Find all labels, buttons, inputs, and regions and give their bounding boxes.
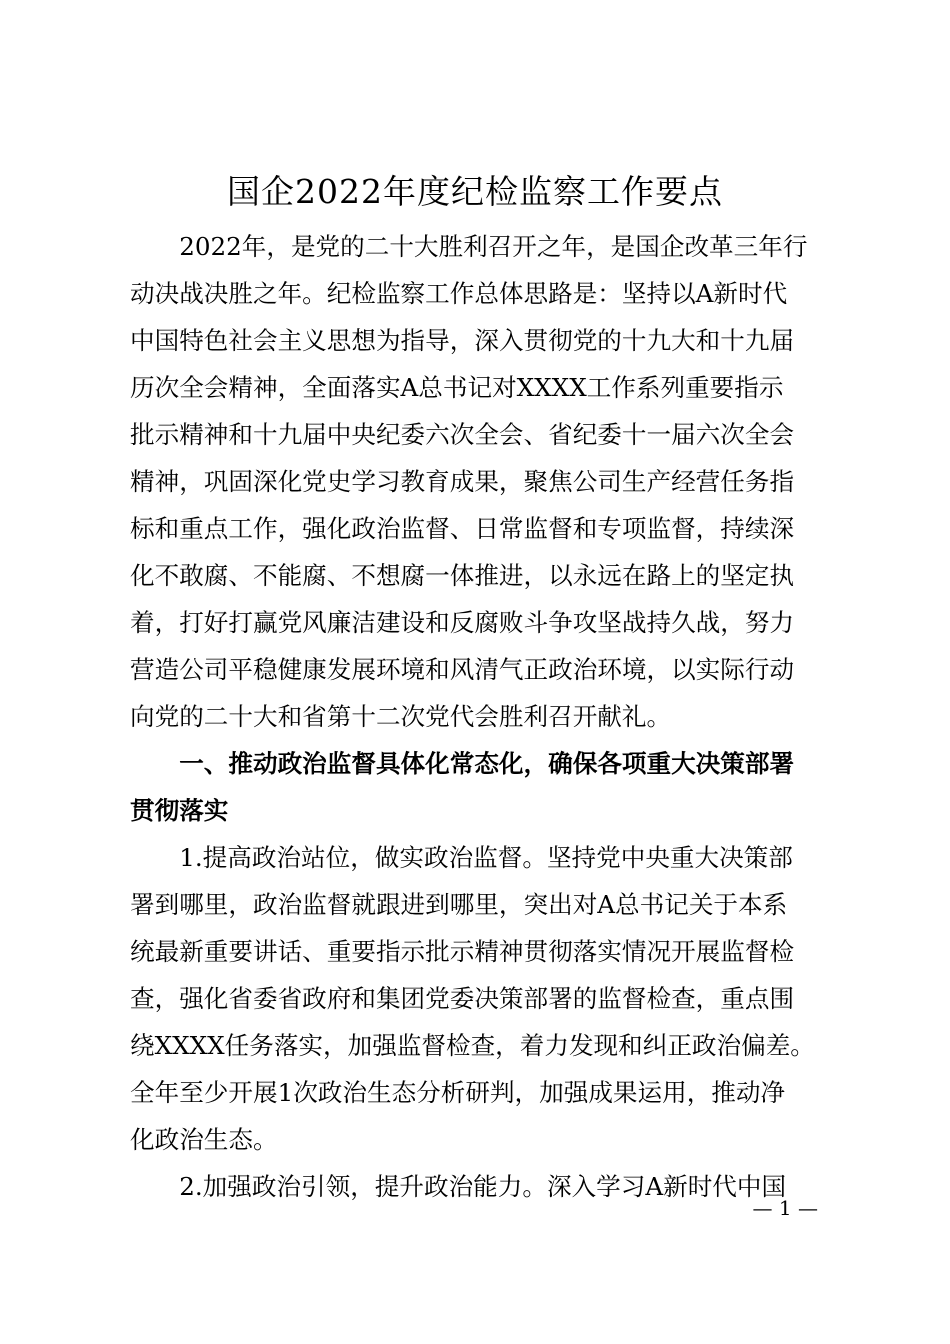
section-heading: 一、推动政治监督具体化常态化，确保各项重大决策部署 xyxy=(130,749,795,778)
paragraph-line: 全年至少开展1次政治生态分析研判，加强成果运用，推动净 xyxy=(130,1078,786,1107)
paragraph-line: 动决战决胜之年。纪检监察工作总体思路是：坚持以A新时代 xyxy=(130,279,788,308)
paragraph-line: 化不敢腐、不能腐、不想腐一体推进，以永远在路上的坚定执 xyxy=(130,561,795,590)
paragraph-line: 署到哪里，政治监督就跟进到哪里，突出对A总书记关于本系 xyxy=(130,890,788,919)
paragraph-line: 中国特色社会主义思想为指导，深入贯彻党的十九大和十九届 xyxy=(130,326,795,355)
page-title: 国企2022年度纪检监察工作要点 xyxy=(227,172,723,211)
paragraph-line: 着，打好打赢党风廉洁建设和反腐败斗争攻坚战持久战，努力 xyxy=(130,608,795,637)
page-number: — 1 — xyxy=(752,1196,818,1220)
paragraph-line: 绕XXXX任务落实，加强监督检查，着力发现和纠正政治偏差。 xyxy=(130,1031,815,1060)
paragraph-line: 批示精神和十九届中央纪委六次全会、省纪委十一届六次全会 xyxy=(130,420,795,449)
section-heading: 贯彻落实 xyxy=(130,796,229,825)
paragraph-line: 营造公司平稳健康发展环境和风清气正政治环境，以实际行动 xyxy=(130,655,795,684)
paragraph-line: 查，强化省委省政府和集团党委决策部署的监督检查，重点围 xyxy=(130,984,795,1013)
paragraph-line: 统最新重要讲话、重要指示批示精神贯彻落实情况开展监督检 xyxy=(130,937,795,966)
paragraph-line: 历次全会精神，全面落实A总书记对XXXX工作系列重要指示 xyxy=(130,373,784,402)
paragraph-line: 化政治生态。 xyxy=(130,1125,278,1154)
paragraph-line: 1.提高政治站位，做实政治监督。坚持党中央重大决策部 xyxy=(130,843,793,872)
paragraph-line: 精神，巩固深化党史学习教育成果，聚焦公司生产经营任务指 xyxy=(130,467,795,496)
paragraph-line: 2022年，是党的二十大胜利召开之年，是国企改革三年行 xyxy=(130,232,808,261)
paragraph-line: 标和重点工作，强化政治监督、日常监督和专项监督，持续深 xyxy=(130,514,795,543)
paragraph-line: 向党的二十大和省第十二次党代会胜利召开献礼。 xyxy=(130,702,672,731)
paragraph-line: 2.加强政治引领，提升政治能力。深入学习A新时代中国 xyxy=(130,1172,787,1201)
